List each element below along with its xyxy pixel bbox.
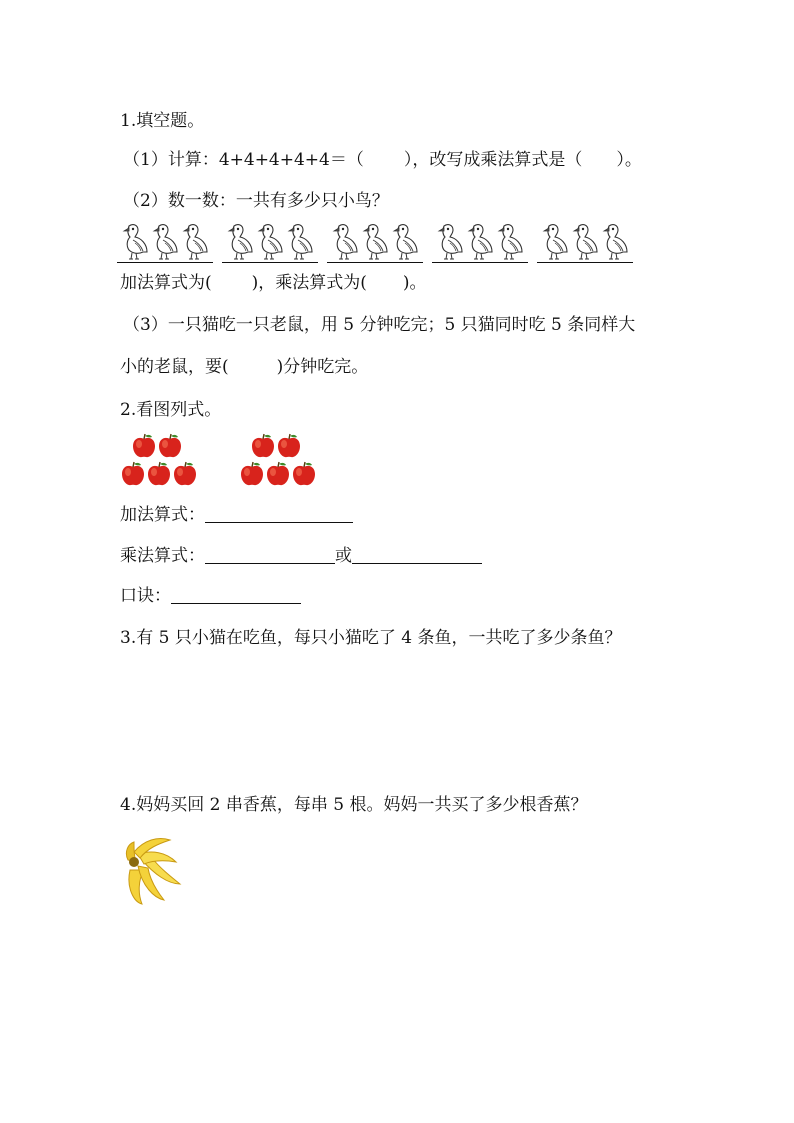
- apple-icon: [250, 433, 276, 459]
- q2-rhyme-answer-line[interactable]: [171, 587, 301, 604]
- q4-text: 4.妈妈买回 2 串香蕉，每串 5 根。妈妈一共买了多少根香蕉？: [120, 795, 588, 815]
- bird-icon: [121, 222, 149, 260]
- bird-icon: [466, 222, 494, 260]
- q1-part3-line2: [120, 356, 368, 378]
- bird-group: [537, 220, 633, 263]
- q2-multiplication-label: 乘法算式：: [120, 546, 205, 566]
- bird-icon: [436, 222, 464, 260]
- apple-icon: [265, 461, 291, 487]
- bird-icon: [571, 222, 599, 260]
- bird-icon: [391, 222, 419, 260]
- bird-icon: [286, 222, 314, 260]
- apple-icon: [146, 461, 172, 487]
- q2-multiplication-answer-line-2[interactable]: [352, 547, 482, 564]
- apple-icon: [131, 433, 157, 459]
- bird-icon: [256, 222, 284, 260]
- banana-icon: [120, 830, 184, 906]
- q2-addition-label: 加法算式：: [120, 505, 205, 525]
- bird-icon: [331, 222, 359, 260]
- bird-group: [432, 220, 528, 263]
- apple-icon: [157, 433, 183, 459]
- bird-group: [222, 220, 318, 263]
- q1-part1-mid: ），改写成乘法算式是（: [403, 150, 583, 170]
- apple-icon: [239, 461, 265, 487]
- q1-part3-prefix: 小的老鼠，要(: [120, 357, 229, 377]
- bird-group: [327, 220, 423, 263]
- apple-icon: [291, 461, 317, 487]
- q1-part2-answer: [120, 272, 427, 294]
- bird-group: [117, 220, 213, 263]
- apple-icon: [276, 433, 302, 459]
- bird-icon: [181, 222, 209, 260]
- apple-icon: [172, 461, 198, 487]
- q2-addition-answer-line[interactable]: [205, 506, 353, 523]
- bird-icon: [541, 222, 569, 260]
- q2-multiplication-answer-line-1[interactable]: [205, 547, 335, 564]
- apple-icon: [120, 461, 146, 487]
- bird-icon: [601, 222, 629, 260]
- q2-title: 2.看图列式。: [120, 400, 222, 420]
- q1-part2-suffix: )。: [402, 273, 427, 293]
- q2-addition: [120, 504, 353, 526]
- bird-icon: [151, 222, 179, 260]
- q2-or-label: 或: [335, 546, 352, 566]
- q1-part3-line1: （3）一只猫吃一只老鼠，用 5 分钟吃完；5 只猫同时吃 5 条同样大: [123, 315, 636, 335]
- bird-icon: [496, 222, 524, 260]
- q1-part1-suffix: ）。: [616, 150, 642, 170]
- q1-part2-mid: )，乘法算式为(: [251, 273, 367, 293]
- q1-part1-prefix: （1）计算：4+4+4+4+4＝（: [123, 150, 364, 170]
- q1-part3-suffix: )分钟吃完。: [276, 357, 369, 377]
- q2-multiplication: [120, 545, 482, 567]
- q1-title: 1.填空题。: [120, 111, 205, 131]
- bird-icon: [226, 222, 254, 260]
- bird-groups: [117, 220, 637, 264]
- q1-part2-addition-label: 加法算式为(: [120, 273, 212, 293]
- q1-part2-title: （2）数一数：一共有多少只小鸟？: [123, 191, 389, 211]
- q1-part1: [123, 149, 642, 171]
- q3-text: 3.有 5 只小猫在吃鱼，每只小猫吃了 4 条鱼，一共吃了多少条鱼？: [120, 628, 622, 648]
- q2-rhyme: [120, 585, 301, 607]
- bird-icon: [361, 222, 389, 260]
- q2-rhyme-label: 口诀：: [120, 586, 171, 606]
